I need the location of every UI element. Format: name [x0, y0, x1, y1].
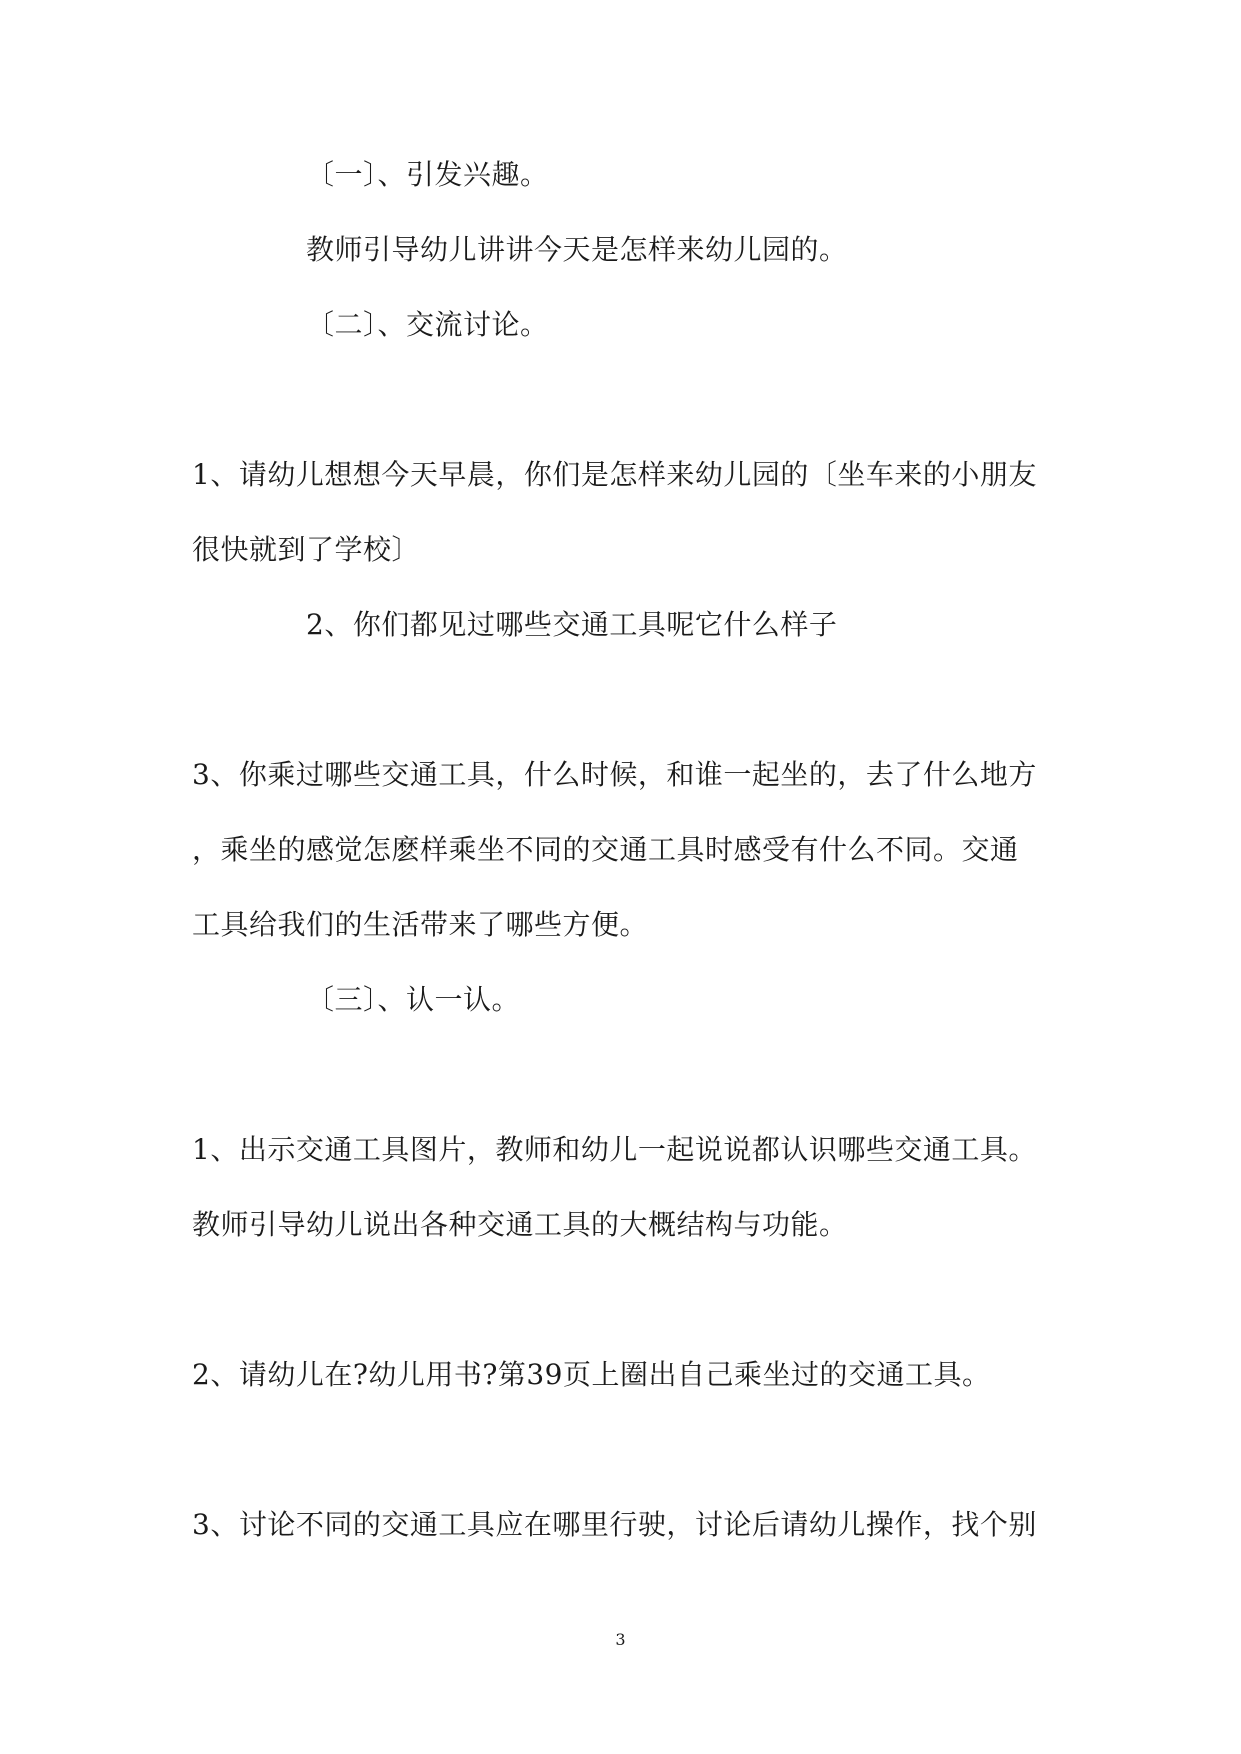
page-number: 3 — [615, 1630, 626, 1649]
paragraph-line: 教师引导幼儿说出各种交通工具的大概结构与功能。 — [192, 1208, 848, 1241]
paragraph-line: ，乘坐的感觉怎麽样乘坐不同的交通工具时感受有什么不同。交通 — [192, 833, 1019, 866]
paragraph-line: 2、你们都见过哪些交通工具呢它什么样子 — [306, 608, 838, 641]
paragraph-line: 3、讨论不同的交通工具应在哪里行驶，讨论后请幼儿操作，找个别 — [192, 1508, 1037, 1541]
paragraph-line: 1、请幼儿想想今天早晨，你们是怎样来幼儿园的〔坐车来的小朋友 — [192, 458, 1037, 491]
paragraph-line: 2、请幼儿在?幼儿用书?第39页上圈出自己乘坐过的交通工具。 — [192, 1358, 991, 1391]
section-heading-2: 〔二〕、交流讨论。 — [306, 308, 549, 341]
paragraph-line: 教师引导幼儿讲讲今天是怎样来幼儿园的。 — [306, 233, 848, 266]
paragraph-line: 1、出示交通工具图片，教师和幼儿一起说说都认识哪些交通工具。 — [192, 1133, 1037, 1166]
section-heading-1: 〔一〕、引发兴趣。 — [306, 158, 549, 191]
section-heading-3: 〔三〕、认一认。 — [306, 983, 521, 1016]
paragraph-line: 3、你乘过哪些交通工具，什么时候，和谁一起坐的，去了什么地方 — [192, 758, 1037, 791]
paragraph-line: 很快就到了学校〕 — [192, 533, 421, 566]
paragraph-line: 工具给我们的生活带来了哪些方便。 — [192, 908, 649, 941]
